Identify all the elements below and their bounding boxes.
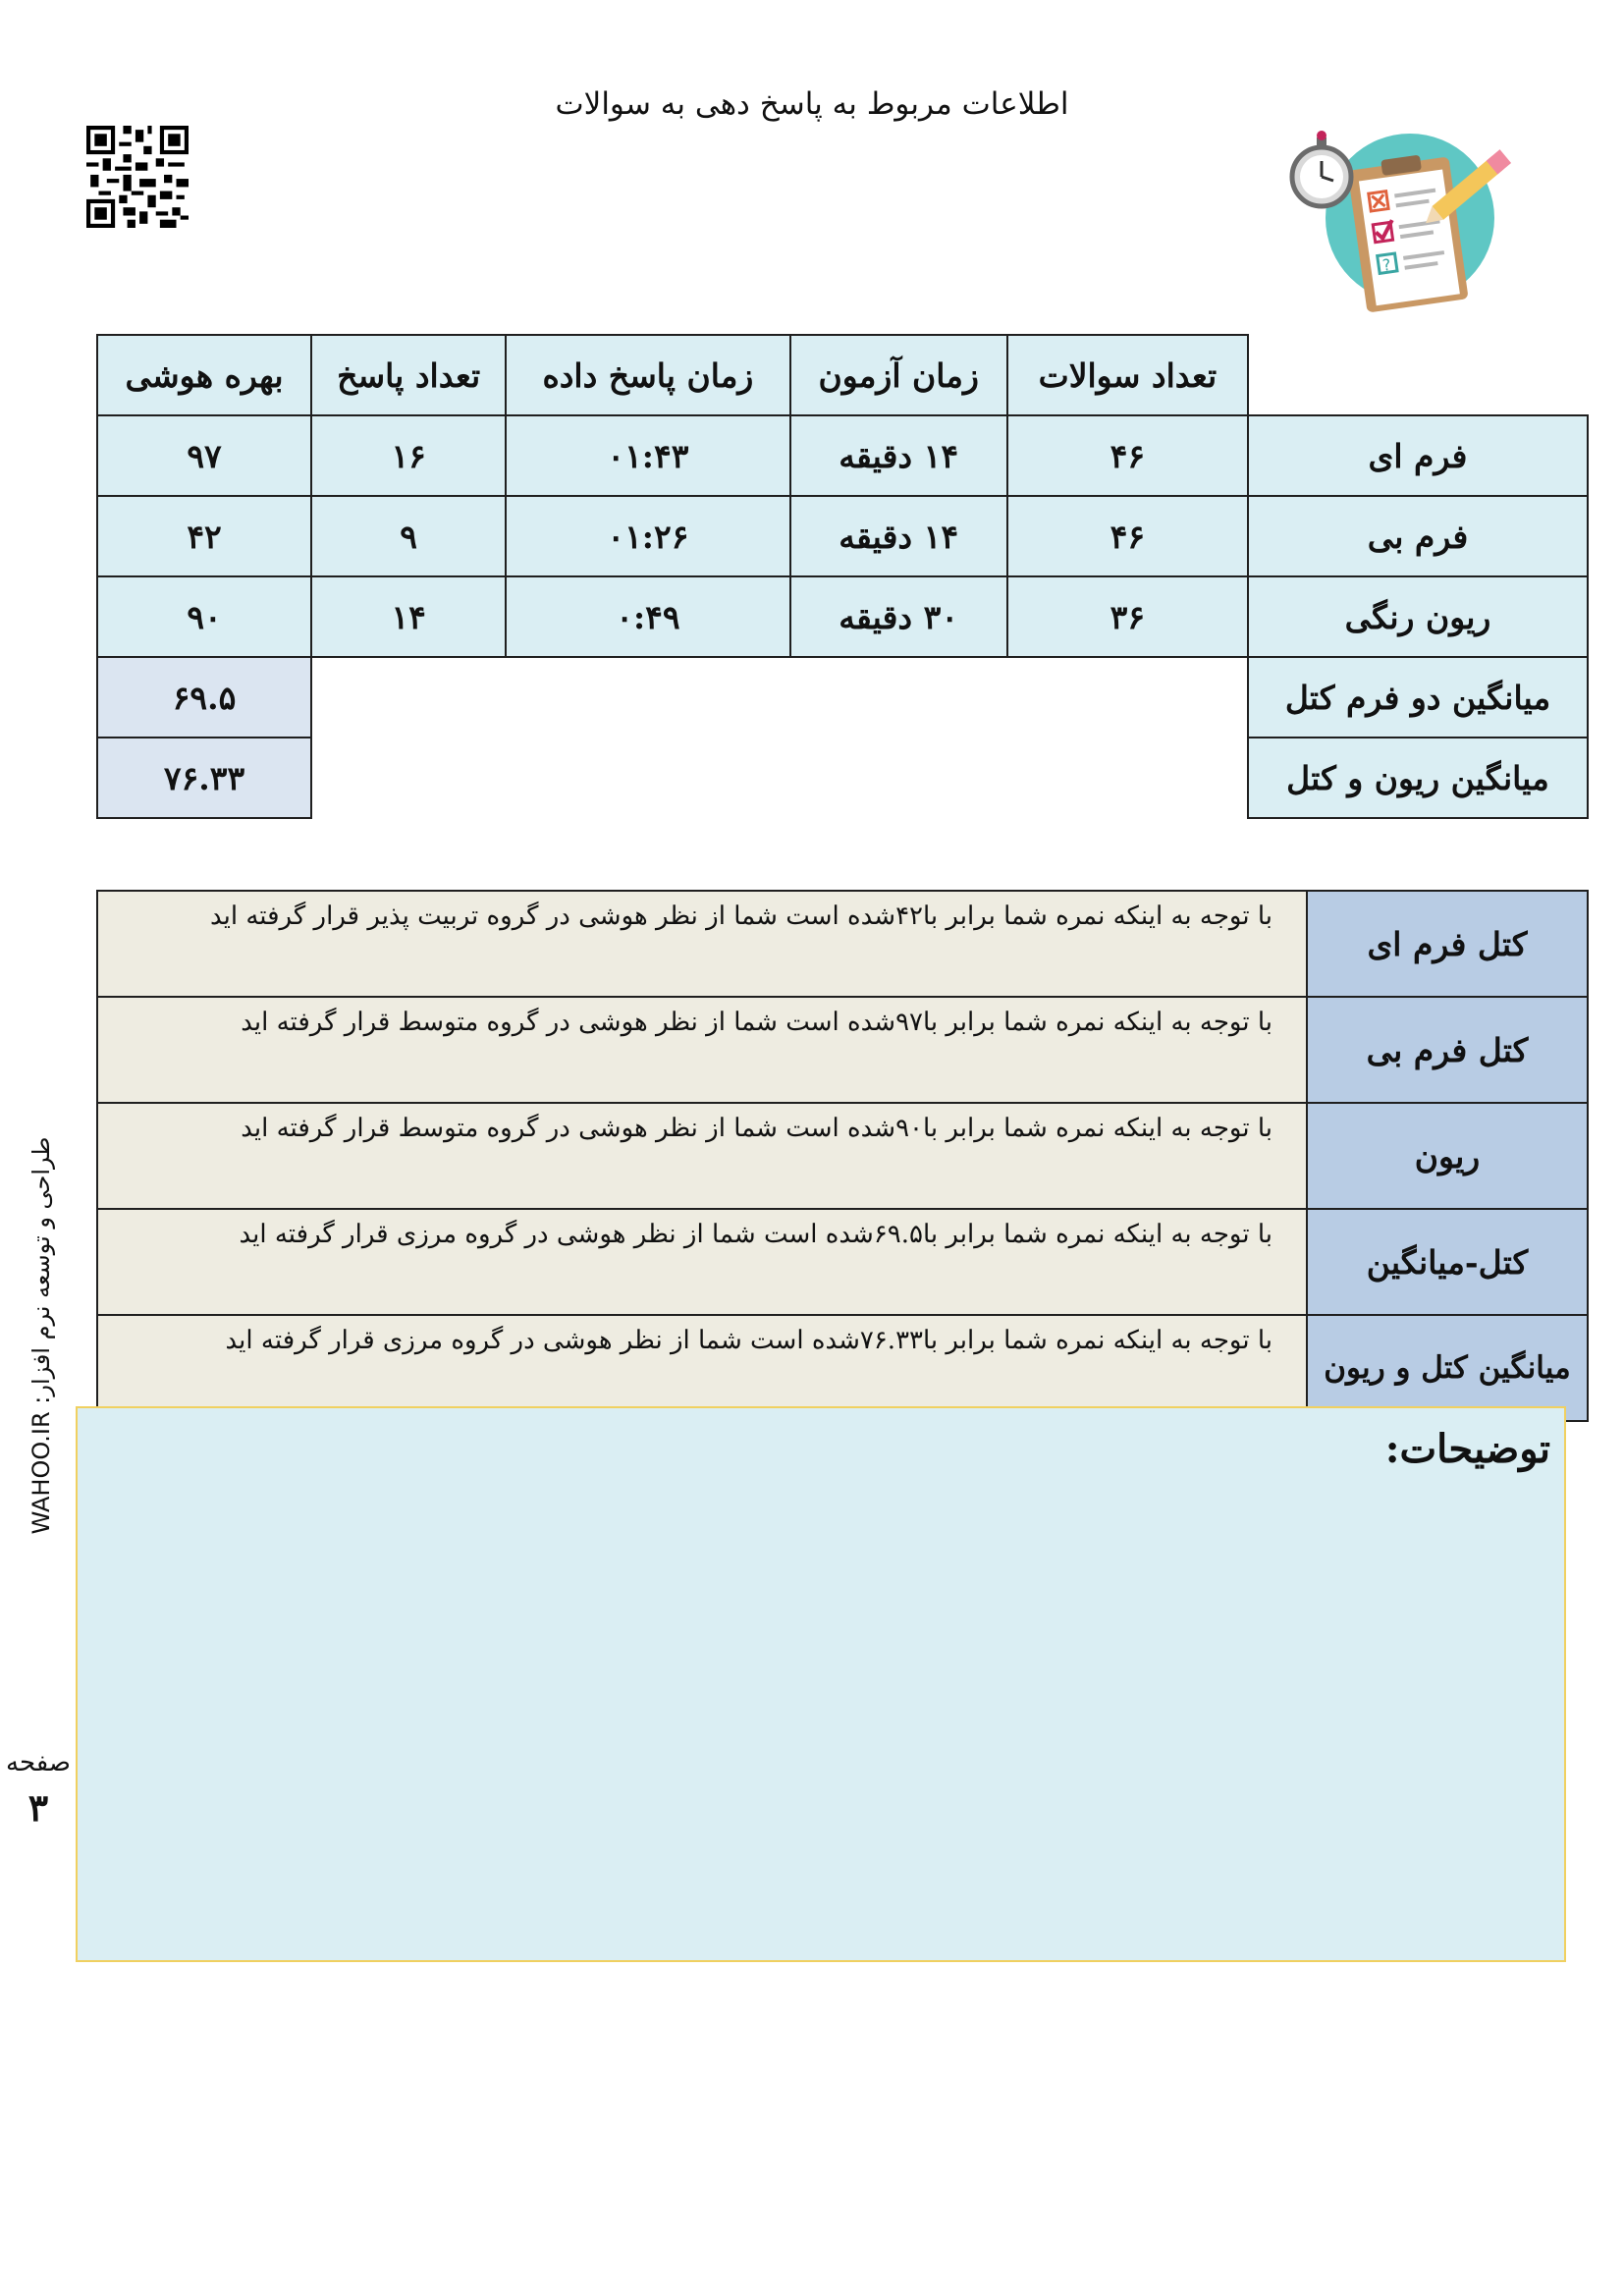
interpretation-label: ریون [1307, 1103, 1588, 1209]
notes-box[interactable] [76, 1406, 1566, 1962]
clipboard-checklist-icon [1288, 122, 1512, 314]
answer-time-cell: ۰۱:۲۶ [506, 496, 789, 576]
iq-cell: ۴۲ [97, 496, 311, 576]
table-row [97, 415, 1588, 496]
exam-time-cell: ۳۰ دقیقه [790, 576, 1007, 657]
interpretation-text: با توجه به اینکه نمره شما برابر با۶۹.۵شده است شما از نظر هوشی در گروه مرزی قرار گرفته اید [97, 1209, 1307, 1315]
iq-cell: ۹۷ [97, 415, 311, 496]
header-corner [1248, 335, 1588, 415]
interpretation-label: کتل-میانگین [1307, 1209, 1588, 1315]
interpretation-row [97, 1315, 1588, 1421]
interpretation-row [97, 1103, 1588, 1209]
notes-title: توضیحات: [1384, 1426, 1550, 1472]
results-table [96, 334, 1589, 819]
side-credit [22, 1120, 61, 1552]
row-label: ریون رنگی [1248, 576, 1588, 657]
average-value: ۶۹.۵ [97, 657, 311, 738]
average-row [97, 657, 1588, 738]
qr-code-icon [86, 126, 189, 228]
page-number: ۳ [27, 1785, 49, 1830]
interpretation-text: با توجه به اینکه نمره شما برابر با۹۰شده است شما از نظر هوشی در گروه متوسط قرار گرفته اید [97, 1103, 1307, 1209]
interpretation-text: با توجه به اینکه نمره شما برابر با۷۶.۳۳شده است شما از نظر هوشی در گروه مرزی قرار گرفته اید [97, 1315, 1307, 1421]
interpretation-label: کتل فرم ای [1307, 891, 1588, 997]
interpretation-row [97, 997, 1588, 1103]
questions-cell: ۳۶ [1007, 576, 1248, 657]
interpretation-row [97, 1209, 1588, 1315]
average-row [97, 738, 1588, 818]
average-value: ۷۶.۳۳ [97, 738, 311, 818]
page-label: صفحه [6, 1748, 71, 1777]
table-row [97, 576, 1588, 657]
interpretation-table [96, 890, 1589, 1422]
interpretation-label: کتل فرم بی [1307, 997, 1588, 1103]
svg-text:?: ? [1380, 254, 1392, 275]
header-cell: تعداد سوالات [1007, 335, 1248, 415]
iq-cell: ۹۰ [97, 576, 311, 657]
header-row [97, 335, 1588, 415]
side-credit-text: طراحی و توسعه نرم افزار: WAHOO.IR [27, 1136, 55, 1535]
interpretation-row [97, 891, 1588, 997]
interpretation-label: میانگین کتل و ریون [1307, 1315, 1588, 1421]
questions-cell: ۴۶ [1007, 496, 1248, 576]
table-row [97, 496, 1588, 576]
row-label: فرم ای [1248, 415, 1588, 496]
answers-cell: ۹ [311, 496, 506, 576]
header-cell: زمان پاسخ داده [506, 335, 789, 415]
page-title: اطلاعات مربوط به پاسخ دهی به سوالات [555, 86, 1069, 122]
interpretation-text: با توجه به اینکه نمره شما برابر با۴۲شده است شما از نظر هوشی در گروه تربیت پذیر قرار گرفته اید [97, 891, 1307, 997]
header-cell: بهره هوشی [97, 335, 311, 415]
exam-time-cell: ۱۴ دقیقه [790, 496, 1007, 576]
row-label: فرم بی [1248, 496, 1588, 576]
interpretation-text: با توجه به اینکه نمره شما برابر با۹۷شده است شما از نظر هوشی در گروه متوسط قرار گرفته اید [97, 997, 1307, 1103]
answers-cell: ۱۶ [311, 415, 506, 496]
answer-time-cell: ۰۱:۴۳ [506, 415, 789, 496]
average-label: میانگین دو فرم کتل [1248, 657, 1588, 738]
header-cell: تعداد پاسخ [311, 335, 506, 415]
answers-cell: ۱۴ [311, 576, 506, 657]
header-cell: زمان آزمون [790, 335, 1007, 415]
average-label: میانگین ریون و کتل [1248, 738, 1588, 818]
questions-cell: ۴۶ [1007, 415, 1248, 496]
answer-time-cell: ۰:۴۹ [506, 576, 789, 657]
exam-time-cell: ۱۴ دقیقه [790, 415, 1007, 496]
